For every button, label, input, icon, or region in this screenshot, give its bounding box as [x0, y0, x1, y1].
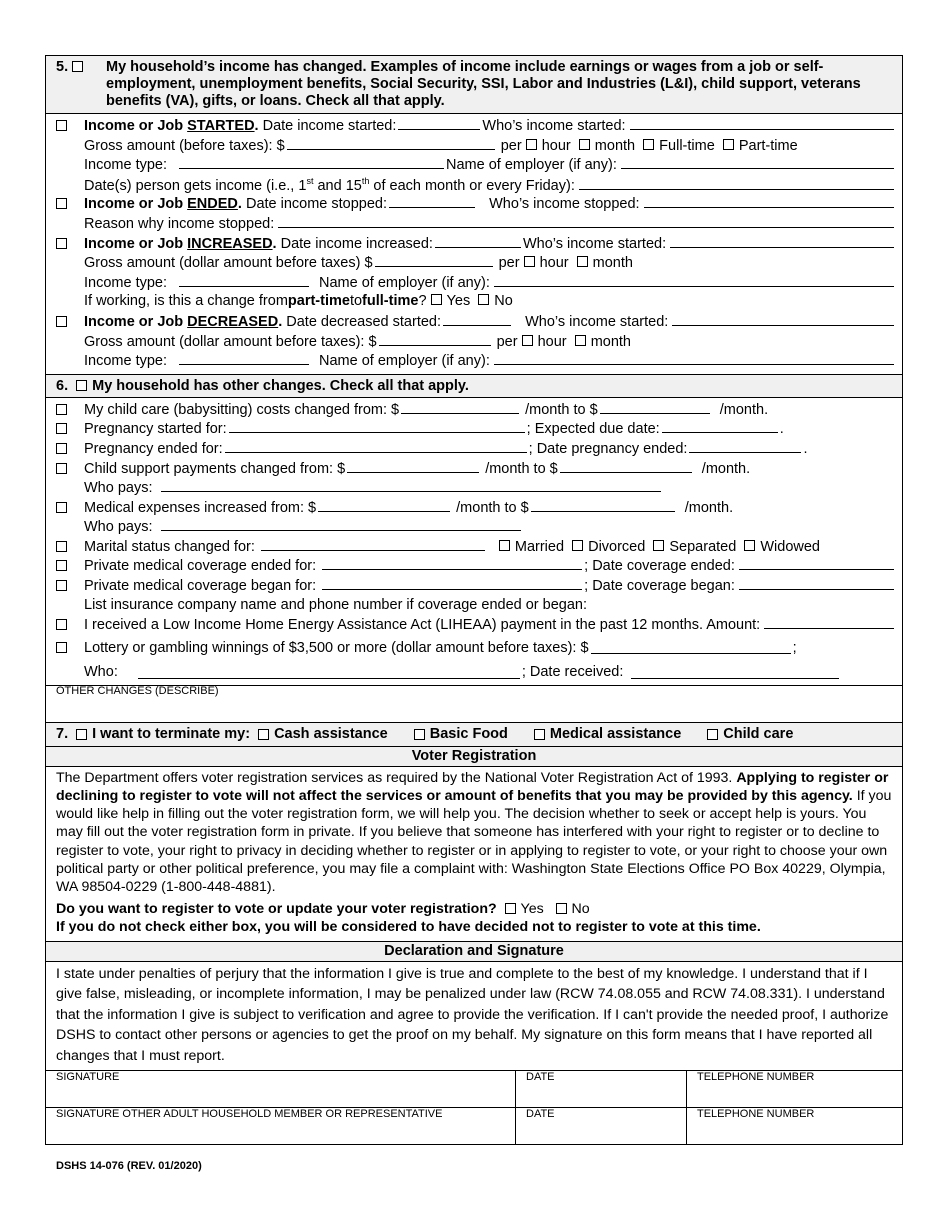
declaration-heading: Declaration and Signature — [46, 942, 902, 962]
no-label: No — [494, 293, 513, 310]
date-increased-label: Date income increased: — [280, 235, 433, 252]
due-date-label: ; Expected due date: — [526, 421, 660, 438]
label-prefix: Income or Job — [84, 196, 188, 213]
label-suffix: . — [278, 313, 283, 330]
income-started-checkbox[interactable] — [56, 120, 67, 131]
childcare-label: My child care (babysitting) costs changed from: $ — [84, 401, 400, 418]
hour-label: hour — [539, 255, 569, 272]
separated-label: Separated — [669, 538, 737, 555]
who-pays-field[interactable] — [161, 518, 521, 531]
label-suffix: . — [237, 196, 242, 213]
dates-sup2: th — [361, 175, 370, 186]
who-pays-field[interactable] — [161, 479, 661, 492]
child-support-from-field[interactable] — [347, 460, 479, 473]
childcare-term-label: Child care — [723, 726, 794, 743]
due-date-field[interactable] — [662, 420, 778, 433]
date-pregnancy-ended-label: ; Date pregnancy ended: — [528, 440, 688, 457]
yes-label: Yes — [446, 293, 471, 310]
section-5-number: 5. — [56, 59, 69, 75]
voter-text-bold: Applying to register or declining to register to vote will not affect the services or amount of benefits that you may be provided by this agency. — [56, 769, 889, 805]
pregnancy-started-checkbox[interactable] — [56, 423, 67, 434]
who-started-label: Who’s income started: — [482, 118, 626, 134]
date-started-label: Date income started: — [262, 118, 397, 134]
pregnancy-ended-field[interactable] — [225, 440, 527, 453]
label-suffix: . — [272, 235, 277, 252]
married-label: Married — [514, 538, 565, 555]
lottery-who-field[interactable] — [138, 666, 520, 679]
month-end-label: /month. — [701, 460, 751, 477]
pmc-began-checkbox[interactable] — [56, 580, 67, 591]
fulltime-checkbox[interactable] — [643, 139, 654, 150]
telephone-label: TELEPHONE NUMBER — [697, 1108, 815, 1121]
food-label: Basic Food — [429, 726, 508, 743]
lottery-amount-field[interactable] — [591, 641, 791, 654]
label-key: DECREASED — [187, 313, 279, 330]
change-to: to — [349, 293, 363, 310]
label-prefix: Income or Job — [84, 235, 188, 252]
pmc-ended-field[interactable] — [322, 557, 582, 570]
child-support-label: Child support payments changed from: $ — [84, 460, 346, 477]
gross-increased-field[interactable] — [375, 254, 493, 267]
lottery-label: Lottery or gambling winnings of $3,500 or more (dollar amount before taxes): $ — [84, 639, 589, 656]
cash-label: Cash assistance — [274, 726, 388, 743]
gross-field[interactable] — [287, 137, 495, 150]
month-label: month — [590, 333, 631, 350]
signature-label: SIGNATURE — [56, 1071, 120, 1084]
section-7-title: I want to terminate my: — [92, 726, 251, 743]
medical-expenses-checkbox[interactable] — [56, 502, 67, 513]
dates-field[interactable] — [579, 177, 894, 190]
voter-no-checkbox[interactable] — [556, 903, 567, 914]
reason-field[interactable] — [278, 215, 894, 228]
voter-question: Do you want to register to vote or update your voter registration? — [56, 901, 497, 918]
per-label: per — [498, 255, 520, 272]
income-decreased-checkbox[interactable] — [56, 316, 67, 327]
employer-field[interactable] — [621, 156, 894, 169]
other-changes-label: OTHER CHANGES (DESCRIBE) — [56, 684, 219, 697]
gross-increased-label: Gross amount (dollar amount before taxes) $ — [84, 255, 373, 272]
pregnancy-started-label: Pregnancy started for: — [84, 421, 227, 438]
liheaa-amount-field[interactable] — [764, 616, 894, 629]
who-increased-field[interactable] — [670, 235, 894, 248]
voter-yes-label: Yes — [520, 901, 544, 918]
gross-label: Gross amount (before taxes): $ — [84, 137, 285, 154]
pregnancy-started-field[interactable] — [229, 420, 525, 433]
month-to-label: /month to $ — [525, 401, 598, 418]
pmc-began-field[interactable] — [322, 577, 582, 590]
change-parttime: part-time — [287, 293, 350, 310]
label-suffix: . — [254, 118, 259, 134]
hour-label: hour — [541, 137, 571, 154]
month-label: month — [594, 137, 636, 154]
medical-assistance-label: Medical assistance — [549, 726, 682, 743]
section-5-header — [46, 56, 902, 114]
who-pays-label: Who pays: — [84, 519, 153, 536]
label-key: ENDED — [187, 196, 238, 213]
liheaa-checkbox[interactable] — [56, 619, 67, 630]
pmc-ended-label: Private medical coverage ended for: — [84, 558, 317, 575]
dates-sup1: st — [306, 175, 314, 186]
voter-text-c: If you would like help in filling out the voter registration form, we will help you. The decision whether to seek or accept help is yours. You may fill out the voter registration form in private. If you believe that someone has interfered with your right to register or to decline to register to vote, your right to privacy in deciding whether to register or in applying to register to vote, or your right to choose your own political party or other political preference, you may file a complaint with: Washington State Elections Office PO Box 40229, Olympia, WA 98504-0229 (1-800-448-4881). — [56, 788, 892, 896]
who-stopped-field[interactable] — [644, 195, 894, 208]
signature-row — [46, 1071, 902, 1108]
cash-checkbox[interactable] — [258, 729, 269, 740]
marital-field[interactable] — [261, 538, 485, 551]
telephone-label: TELEPHONE NUMBER — [697, 1071, 815, 1084]
pregnancy-ended-checkbox[interactable] — [56, 443, 67, 454]
reason-label: Reason why income stopped: — [84, 215, 275, 232]
section-6-title: My household has other changes. Check all that apply. — [92, 377, 469, 394]
who-pays-label: Who pays: — [84, 480, 153, 497]
childcare-to-field[interactable] — [600, 401, 710, 414]
divorced-checkbox[interactable] — [572, 540, 583, 551]
date-coverage-began-field[interactable] — [739, 577, 894, 590]
who-increased-label: Who’s income started: — [522, 235, 667, 252]
voter-section — [46, 767, 902, 942]
pmc-began-label: Private medical coverage began for: — [84, 578, 317, 595]
dates-label — [84, 176, 575, 194]
label-key: STARTED — [187, 118, 255, 134]
section-7-checkbox[interactable] — [76, 729, 87, 740]
semicolon: ; — [792, 639, 797, 656]
date-field-2[interactable] — [516, 1108, 687, 1144]
section-7-header — [46, 723, 902, 747]
telephone-field[interactable] — [687, 1071, 902, 1107]
childcare-checkbox[interactable] — [56, 404, 67, 415]
childcare-term-checkbox[interactable] — [707, 729, 718, 740]
childcare-from-field[interactable] — [401, 401, 519, 414]
lottery-checkbox[interactable] — [56, 642, 67, 653]
list-insurance-label: List insurance company name and phone number if coverage ended or began: — [84, 596, 587, 613]
hour-checkbox[interactable] — [522, 335, 533, 346]
date-decreased-label: Date decreased started: — [286, 313, 442, 330]
signature-other-label: SIGNATURE OTHER ADULT HOUSEHOLD MEMBER OR REPRESENTATIVE — [56, 1108, 443, 1121]
signature-row-2 — [46, 1108, 902, 1144]
section-6-number: 6. — [56, 377, 69, 394]
who-started-field[interactable] — [630, 117, 894, 130]
date-label: DATE — [526, 1108, 555, 1121]
dates-pre: Date(s) person gets income (i.e., 1 — [84, 177, 307, 194]
voter-yes-checkbox[interactable] — [505, 903, 516, 914]
widowed-label: Widowed — [760, 538, 820, 555]
income-ended-checkbox[interactable] — [56, 198, 67, 209]
separated-checkbox[interactable] — [653, 540, 664, 551]
income-started-label — [84, 118, 259, 134]
section-5-title: My household’s income has changed. Examples of income include earnings or wages from a job or self-employment, unemployment benefits, Social Security, SSI, Labor and Industries (L&I), child support, veterans benefits (VA), gifts, or loans. Check all that apply. — [106, 59, 861, 109]
date-decreased-field[interactable] — [443, 313, 511, 326]
month-checkbox[interactable] — [579, 139, 590, 150]
employer-field[interactable] — [494, 352, 894, 365]
signature-other-field[interactable] — [46, 1108, 516, 1144]
other-changes-box[interactable] — [46, 685, 902, 723]
child-support-to-field[interactable] — [560, 460, 692, 473]
date-stopped-field[interactable] — [389, 195, 475, 208]
section-6-body: My child care (babysitting) costs changed from: $ /month to $ /month. Pregnancy started for: ; Expected due date: . Pregnancy ended for: ; Date pregnancy ended: . Child support payments changed from: $ /month to $ /month. Who pays: Medical expenses increased from: $ /month to $ /month. Who pays: Marital status changed for: Married Divorced Separated Widowed Private medical coverage ended for: ; Date coverage ended: Private medical coverage began for: ; Date coverage began: List insurance company name and phone number if coverage ended or began: I received a Low Income Home Energy Assistance Act (LIHEAA) payment in the past 12 months. Amount: Lottery or gambling winnings of $3,500 or more (dollar amount before taxes): $ ; Who: ; Date received: — [46, 398, 902, 685]
who-label: Who: — [84, 664, 118, 681]
declaration-text: I state under penalties of perjury that the information I give is true and complete to the best of my knowledge. I understand that if I give false, misleading, or incomplete information, I may be penalized under law (RCW 74.08.055 and RCW 74.08.331). I understand that the information I give is subject to verification and agree to provide the verification. If I can't provide the needed proof, I authorize DSHS to contact other persons or agencies to get the proof on my behalf. My signature on this form means that I have reported all changes that I must report. — [46, 962, 902, 1072]
per-label: per — [500, 137, 522, 154]
date-pregnancy-ended-field[interactable] — [689, 440, 801, 453]
month-end-label: /month. — [719, 401, 769, 418]
parttime-label: Part-time — [738, 137, 798, 154]
income-decreased-label — [84, 314, 282, 330]
date-coverage-ended-label: ; Date coverage ended: — [584, 558, 735, 575]
hour-checkbox[interactable] — [524, 256, 535, 267]
date-increased-field[interactable] — [435, 235, 521, 248]
income-type-label: Income type: — [84, 353, 168, 370]
hour-checkbox[interactable] — [526, 139, 537, 150]
no-checkbox[interactable] — [478, 294, 489, 305]
month-checkbox[interactable] — [575, 335, 586, 346]
income-type-label: Income type: — [84, 157, 168, 174]
marital-checkbox[interactable] — [56, 541, 67, 552]
employer-label: Name of employer (if any): — [319, 353, 490, 370]
voter-text-a: The Department offers voter registration services as required by the National Voter Registration Act of 1993. — [56, 769, 737, 786]
medical-to-field[interactable] — [531, 499, 675, 512]
income-type-field[interactable] — [179, 274, 309, 287]
date-coverage-ended-field[interactable] — [739, 557, 894, 570]
change-question-pre: If working, is this a change from — [84, 293, 288, 310]
label-key: INCREASED — [187, 235, 273, 252]
date-label: DATE — [526, 1071, 555, 1084]
month-end-label: /month. — [684, 499, 734, 516]
label-prefix: Income or Job — [84, 118, 188, 134]
who-stopped-label: Who’s income stopped: — [489, 196, 640, 213]
who-decreased-label: Who’s income started: — [525, 313, 669, 330]
voter-heading: Voter Registration — [46, 747, 902, 767]
change-fulltime: full-time — [362, 293, 419, 310]
widowed-checkbox[interactable] — [744, 540, 755, 551]
month-to-label: /month to $ — [456, 499, 529, 516]
telephone-field-2[interactable] — [687, 1108, 902, 1144]
section-6-checkbox[interactable] — [76, 380, 87, 391]
medical-assistance-checkbox[interactable] — [534, 729, 545, 740]
divorced-label: Divorced — [588, 538, 646, 555]
pregnancy-ended-label: Pregnancy ended for: — [84, 440, 223, 457]
month-checkbox[interactable] — [577, 256, 588, 267]
who-decreased-field[interactable] — [672, 313, 894, 326]
dates-mid: and 15 — [313, 177, 362, 194]
section-5-body — [46, 114, 902, 375]
married-checkbox[interactable] — [499, 540, 510, 551]
pmc-ended-checkbox[interactable] — [56, 560, 67, 571]
employer-label: Name of employer (if any): — [446, 157, 617, 174]
date-received-label: ; Date received: — [521, 664, 624, 681]
signature-field[interactable] — [46, 1071, 516, 1107]
section-6-header — [46, 375, 902, 398]
fulltime-label: Full-time — [659, 137, 715, 154]
liheaa-label: I received a Low Income Home Energy Assistance Act (LIHEAA) payment in the past 12 months. Amount: — [84, 617, 761, 634]
section-5-checkbox[interactable] — [72, 61, 83, 72]
month-label: month — [592, 255, 633, 272]
form-number: DSHS 14-076 (REV. 01/2020) — [56, 1160, 202, 1172]
voter-warning: If you do not check either box, you will be considered to have decided not to register to vote at this time. — [56, 919, 761, 936]
month-to-label: /month to $ — [485, 460, 558, 477]
voter-question-row — [56, 900, 894, 918]
income-type-field[interactable] — [179, 352, 309, 365]
income-type-label: Income type: — [84, 274, 168, 291]
section-7-number: 7. — [56, 726, 69, 743]
income-ended-label — [84, 196, 242, 212]
income-type-field[interactable] — [179, 156, 444, 169]
per-label: per — [496, 333, 518, 350]
gross-decreased-field[interactable] — [379, 333, 491, 346]
change-qmark: ? — [418, 293, 427, 310]
date-field[interactable] — [516, 1071, 687, 1107]
date-received-field[interactable] — [631, 666, 839, 679]
income-increased-label — [84, 236, 277, 252]
yes-checkbox[interactable] — [431, 294, 442, 305]
change-report-form — [45, 55, 903, 1145]
food-checkbox[interactable] — [414, 729, 425, 740]
parttime-checkbox[interactable] — [723, 139, 734, 150]
dates-post: of each month or every Friday): — [369, 177, 575, 194]
date-started-field[interactable] — [398, 117, 480, 130]
gross-decreased-label: Gross amount (dollar amount before taxes): $ — [84, 333, 377, 350]
date-coverage-began-label: ; Date coverage began: — [584, 578, 735, 595]
hour-label: hour — [537, 333, 567, 350]
income-increased-checkbox[interactable] — [56, 238, 67, 249]
marital-label: Marital status changed for: — [84, 538, 255, 555]
medical-from-field[interactable] — [318, 499, 450, 512]
employer-field[interactable] — [494, 274, 894, 287]
label-prefix: Income or Job — [84, 313, 188, 330]
voter-paragraph — [56, 769, 894, 896]
employer-label: Name of employer (if any): — [319, 274, 490, 291]
voter-no-label: No — [571, 901, 590, 918]
date-stopped-label: Date income stopped: — [245, 196, 388, 213]
medical-expenses-label: Medical expenses increased from: $ — [84, 499, 317, 516]
child-support-checkbox[interactable] — [56, 463, 67, 474]
